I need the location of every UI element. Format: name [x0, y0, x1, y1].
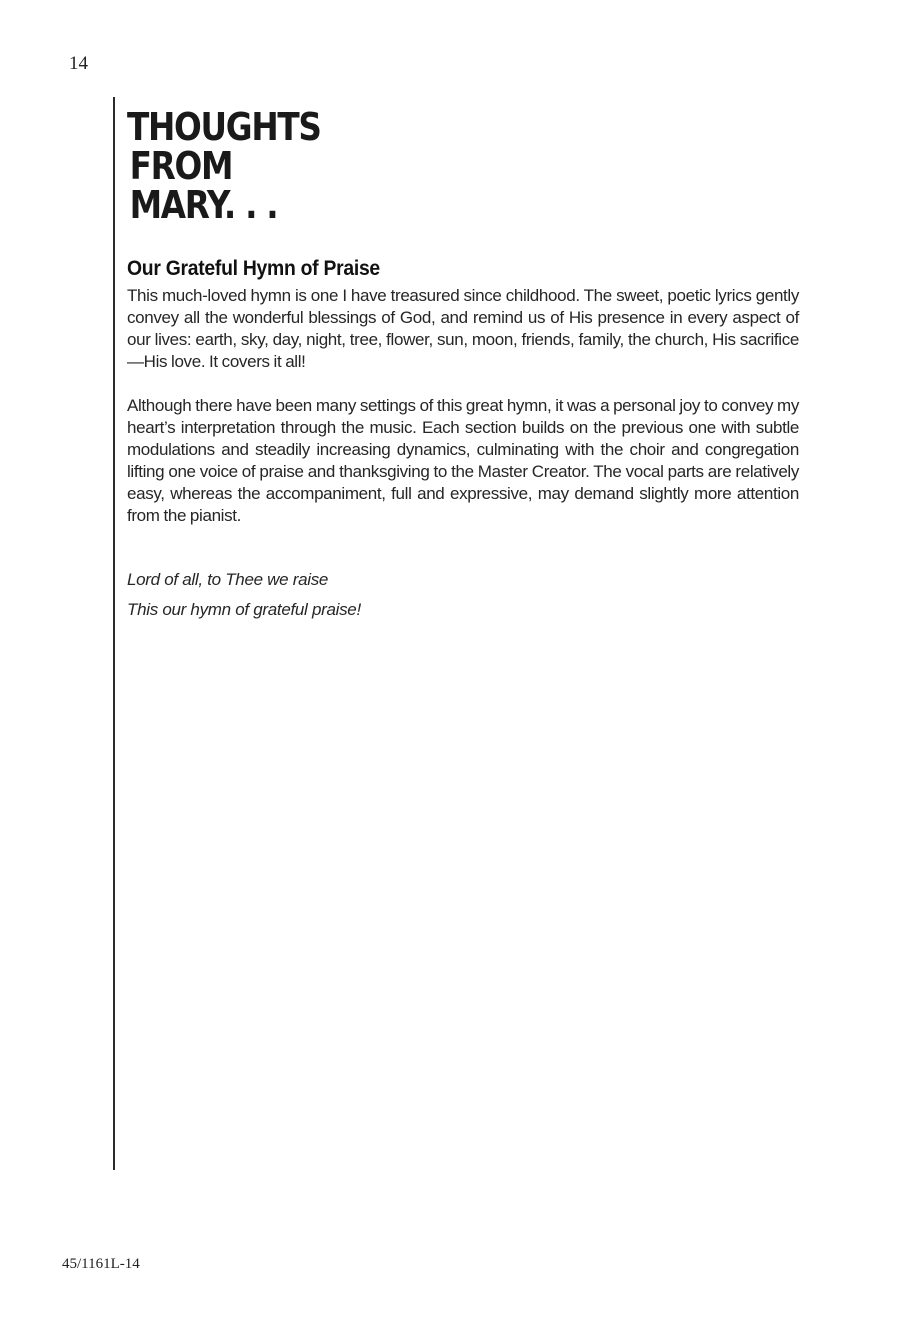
- verse-line: This our hymn of grateful praise!: [127, 600, 361, 619]
- thoughts-from-mary-banner: [127, 105, 705, 227]
- hymn-verse: [127, 565, 799, 625]
- verse-line: Lord of all, to Thee we raise: [127, 570, 329, 589]
- banner-line: FROM: [129, 144, 233, 188]
- article-paragraph: Although there have been many settings of this great hymn, it was a personal joy to convey my heart’s interpretation through the music. Each section builds on the previous one with subtle modulations and steadily increasing dynamics, culminating with the choir and congregation lifting one voice of praise and thanksgiving to the Master Creator. The vocal parts are relatively easy, whereas the accompaniment, full and expressive, may demand slightly more attention from the pianist.: [127, 396, 799, 525]
- banner-line: THOUGHTS: [127, 105, 321, 149]
- page-number: 14: [69, 53, 88, 74]
- article-paragraph: This much-loved hymn is one I have treasured since childhood. The sweet, poetic lyrics gently convey all the wonderful blessings of God, and remind us of His presence in every aspect of our lives: earth, sky, day, night, tree, flower, sun, moon, friends, family, the church, His sacrifice—His love. It covers it all!: [127, 286, 799, 371]
- content-column: [127, 105, 799, 625]
- article-title: Our Grateful Hymn of Praise: [127, 256, 380, 280]
- footer-catalog-code: 45/1161L-14: [62, 1256, 140, 1272]
- banner-line: MARY. . .: [129, 183, 278, 227]
- vertical-rule: [113, 97, 115, 1170]
